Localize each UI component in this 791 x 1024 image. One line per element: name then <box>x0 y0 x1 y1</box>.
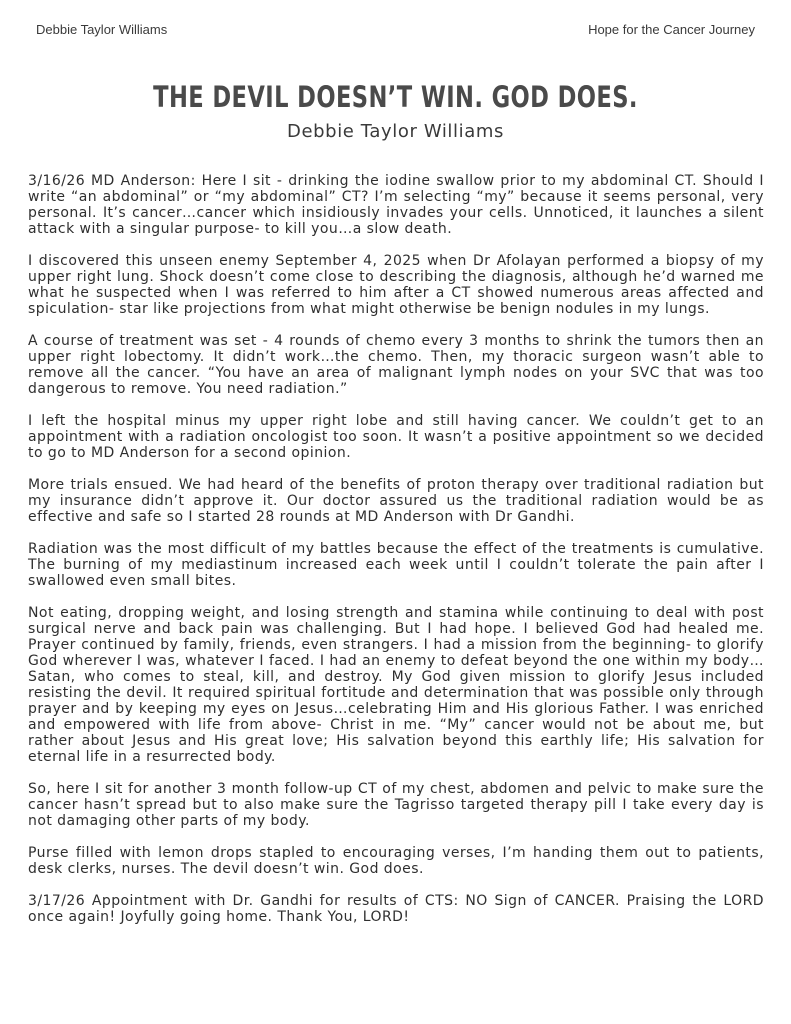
paragraph: A course of treatment was set - 4 rounds of chemo every 3 months to shrink the tumors then an upper right lobectomy. It didn’t work…the chemo. Then, my thoracic surgeon wasn’t able to remove all the cancer. “You have an area of malignant lymph nodes on your SVC that was too dangerous to remove. You need radiation.” <box>28 333 764 397</box>
paragraph: Purse filled with lemon drops stapled to encouraging verses, I’m handing them out to patients, desk clerks, nurses. The devil doesn’t win. God does. <box>28 845 764 877</box>
article-body <box>28 173 764 941</box>
header-series-title: Hope for the Cancer Journey <box>588 22 755 37</box>
paragraph: So, here I sit for another 3 month follow-up CT of my chest, abdomen and pelvic to make sure the cancer hasn’t spread but to also make sure the Tagrisso targeted therapy pill I take every day is not damaging other parts of my body. <box>28 781 764 829</box>
paragraph: I discovered this unseen enemy September 4, 2025 when Dr Afolayan performed a biopsy of my upper right lung. Shock doesn’t come close to describing the diagnosis, although he’d warned me what he suspected when I was referred to him after a CT showed numerous areas affected and spiculation- star like projections from what might otherwise be benign nodules in my lungs. <box>28 253 764 317</box>
paragraph: 3/17/26 Appointment with Dr. Gandhi for results of CTS: NO Sign of CANCER. Praising the LORD once again! Joyfully going home. Thank You, LORD! <box>28 893 764 925</box>
paragraph: More trials ensued. We had heard of the benefits of proton therapy over traditional radiation but my insurance didn’t approve it. Our doctor assured us the traditional radiation would be as effective and safe so I started 28 rounds at MD Anderson with Dr Gandhi. <box>28 477 764 525</box>
paragraph: Radiation was the most difficult of my battles because the effect of the treatments is cumulative. The burning of my mediastinum increased each week until I couldn’t tolerate the pain after I swallowed even small bites. <box>28 541 764 589</box>
paragraph: 3/16/26 MD Anderson: Here I sit - drinking the iodine swallow prior to my abdominal CT. Should I write “an abdominal” or “my abdominal” CT? I’m selecting “my” because it seems personal, very personal. It’s cancer…cancer which insidiously invades your cells. Unnoticed, it launches a silent attack with a singular purpose- to kill you…a slow death. <box>28 173 764 237</box>
paragraph: I left the hospital minus my upper right lobe and still having cancer. We couldn’t get to an appointment with a radiation oncologist too soon. It wasn’t a positive appointment so we decided to go to MD Anderson for a second opinion. <box>28 413 764 461</box>
article-byline: Debbie Taylor Williams <box>287 121 504 142</box>
article-title: THE DEVIL DOESN’T WIN. GOD DOES. <box>153 80 638 114</box>
paragraph: Not eating, dropping weight, and losing strength and stamina while continuing to deal with post surgical nerve and back pain was challenging. But I had hope. I believed God had healed me. Prayer continued by family, friends, even strangers. I had a mission from the beginning- to glorify God wherever I was, whatever I faced. I had an enemy to defeat beyond the one within my body…Satan, who comes to steal, kill, and destroy. My God given mission to glorify Jesus included resisting the devil. It required spiritual fortitude and determination that was possible only through prayer and by keeping my eyes on Jesus…celebrating Him and His glorious Father. I was enriched and empowered with life from above- Christ in me. “My” cancer would not be about me, but rather about Jesus and His great love; His salvation beyond this earthly life; His salvation for eternal life in a resurrected body. <box>28 605 764 765</box>
page-header <box>36 22 755 40</box>
header-author: Debbie Taylor Williams <box>36 22 168 37</box>
